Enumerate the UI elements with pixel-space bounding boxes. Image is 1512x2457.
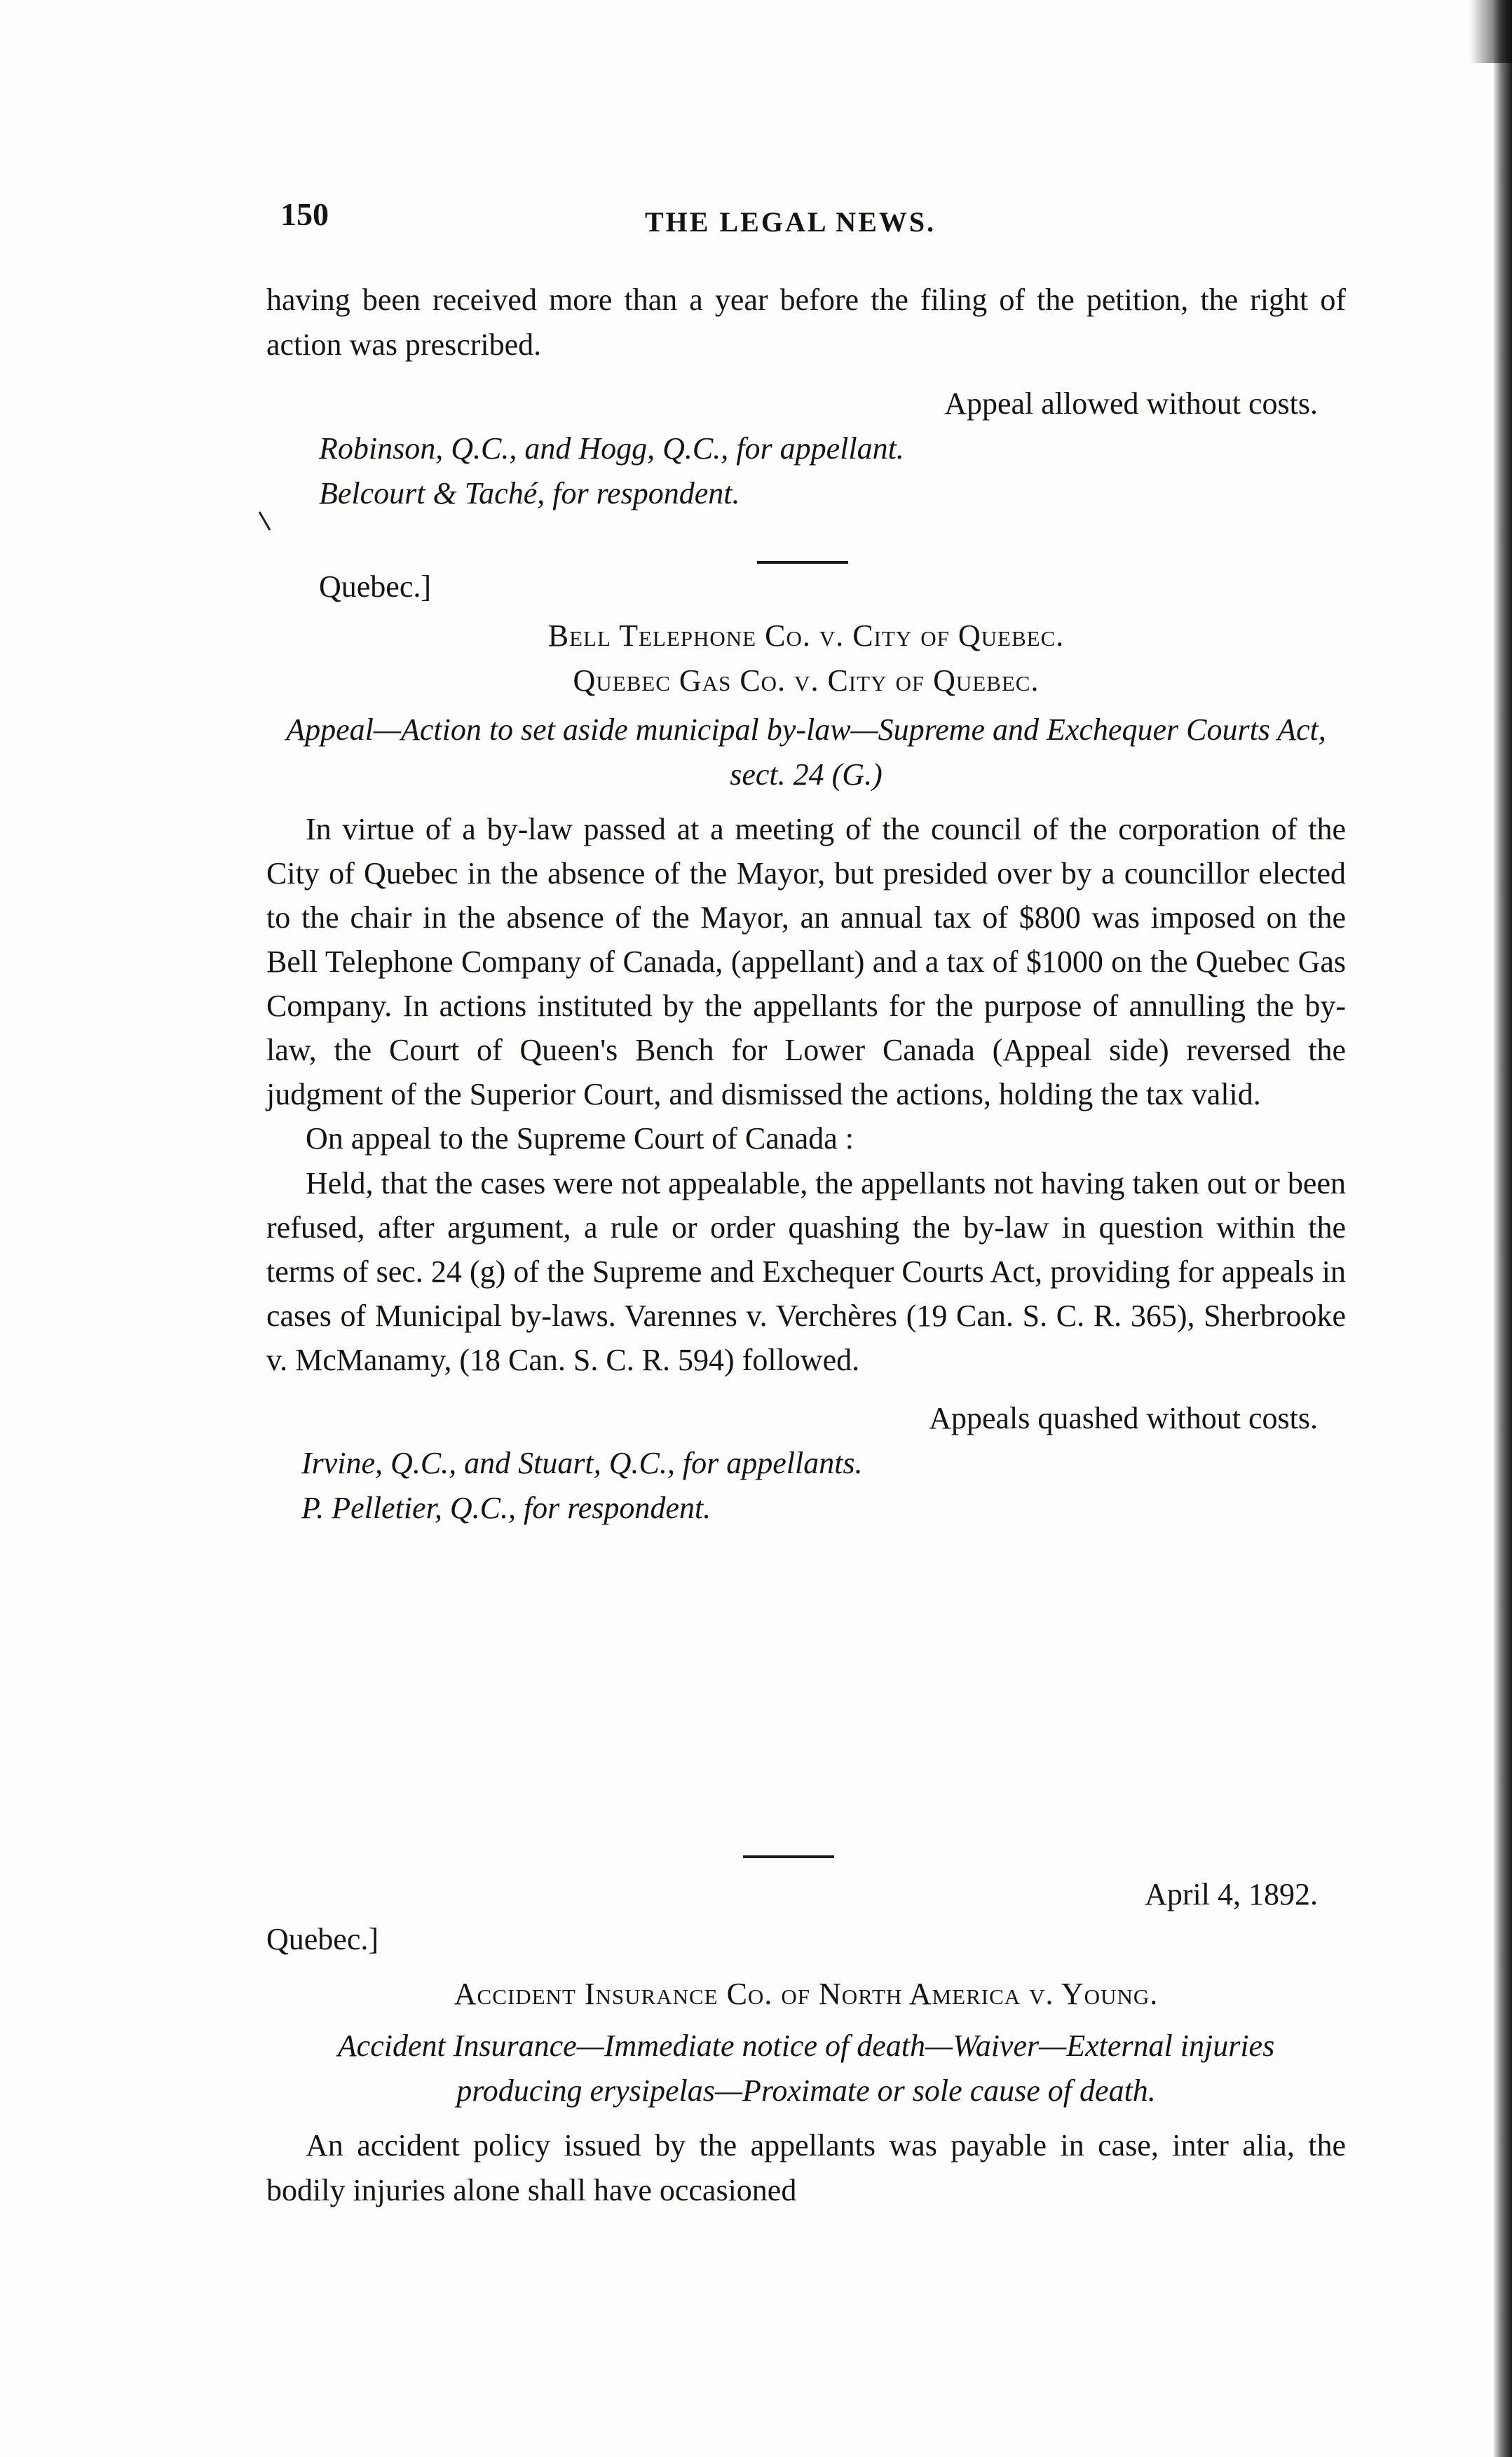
case2-title-gas: Quebec Gas Co. v. City of Quebec. [573,663,1040,698]
page-edge-shadow-top [1470,0,1512,63]
case3-court: Quebec.] [266,1922,379,1956]
case2-paragraph-appeal: On appeal to the Supreme Court of Canada : [306,1121,854,1156]
case3-paragraph: An accident policy issued by the appellants was payable in case, inter alia, the bodily injuries alone shall have occasioned [266,2128,1346,2207]
case3-title: Accident Insurance Co. of North America v. Young. [454,1977,1159,2011]
case2-title-bell: Bell Telephone Co. v. City of Quebec. [547,618,1065,653]
section-divider-rule [757,561,848,564]
case2-counsel-respondent: P. Pelletier, Q.C., for respondent. [301,1491,711,1525]
running-head: THE LEGAL NEWS. [645,206,937,238]
case2-disposition: Appeals quashed without costs. [929,1401,1318,1435]
section-divider-rule-2 [743,1855,834,1858]
case3-date: April 4, 1892. [1145,1877,1318,1911]
page-header [280,195,1360,244]
case3-section [266,1872,1346,2213]
case2-paragraph-held: Held, that the cases were not appealable, the appellants not having taken out or been refused, after argument, a rule or order quashing the by-law in question within the terms of sec. 24 (g) of the Supreme and Exchequer Courts Act, providing for appeals in cases of Municipal by-laws. Varennes v. Verchères (19 Can. S. C. R. 365), Sherbrooke v. McManamy, (18 Can. S. C. R. 594) followed. [266,1166,1346,1377]
case1-disposition: Appeal allowed without costs. [944,386,1318,421]
case2-headnote: Appeal—Action to set aside municipal by-law—Supreme and Exchequer Courts Act, sect. 24 (G.) [286,712,1326,792]
case1-counsel-respondent: Belcourt & Taché, for respondent. [319,476,740,510]
page-edge-shadow [1494,0,1512,2457]
case1-counsel-appellant: Robinson, Q.C., and Hogg, Q.C., for appellant. [319,431,904,466]
case2-counsel-appellant: Irvine, Q.C., and Stuart, Q.C., for appellants. [301,1446,863,1480]
case2-section [266,564,1346,1531]
page-number: 150 [280,196,329,232]
case3-headnote: Accident Insurance—Immediate notice of death—Waiver—External injuries producing erysipelas—Proximate or sole cause of death. [337,2029,1275,2108]
case2-paragraph-facts: In virtue of a by-law passed at a meeting of the council of the corporation of the City of Quebec in the absence of the Mayor, but presided over by a councillor elected to the chair in the absence of the Mayor, an annual tax of $800 was imposed on the Bell Telephone Company of Canada, (appellant) and a tax of $1000 on the Quebec Gas Company. In actions instituted by the appellants for the purpose of annulling the by-law, the Court of Queen's Bench for Lower Canada (Appeal side) reversed the judgment of the Superior Court, and dismissed the actions, holding the tax valid. [266,812,1346,1111]
case1-text: having been received more than a year before the filing of the petition, the right of action was prescribed. [266,283,1346,362]
case1-section [266,278,1346,516]
case2-court: Quebec.] [319,569,432,604]
